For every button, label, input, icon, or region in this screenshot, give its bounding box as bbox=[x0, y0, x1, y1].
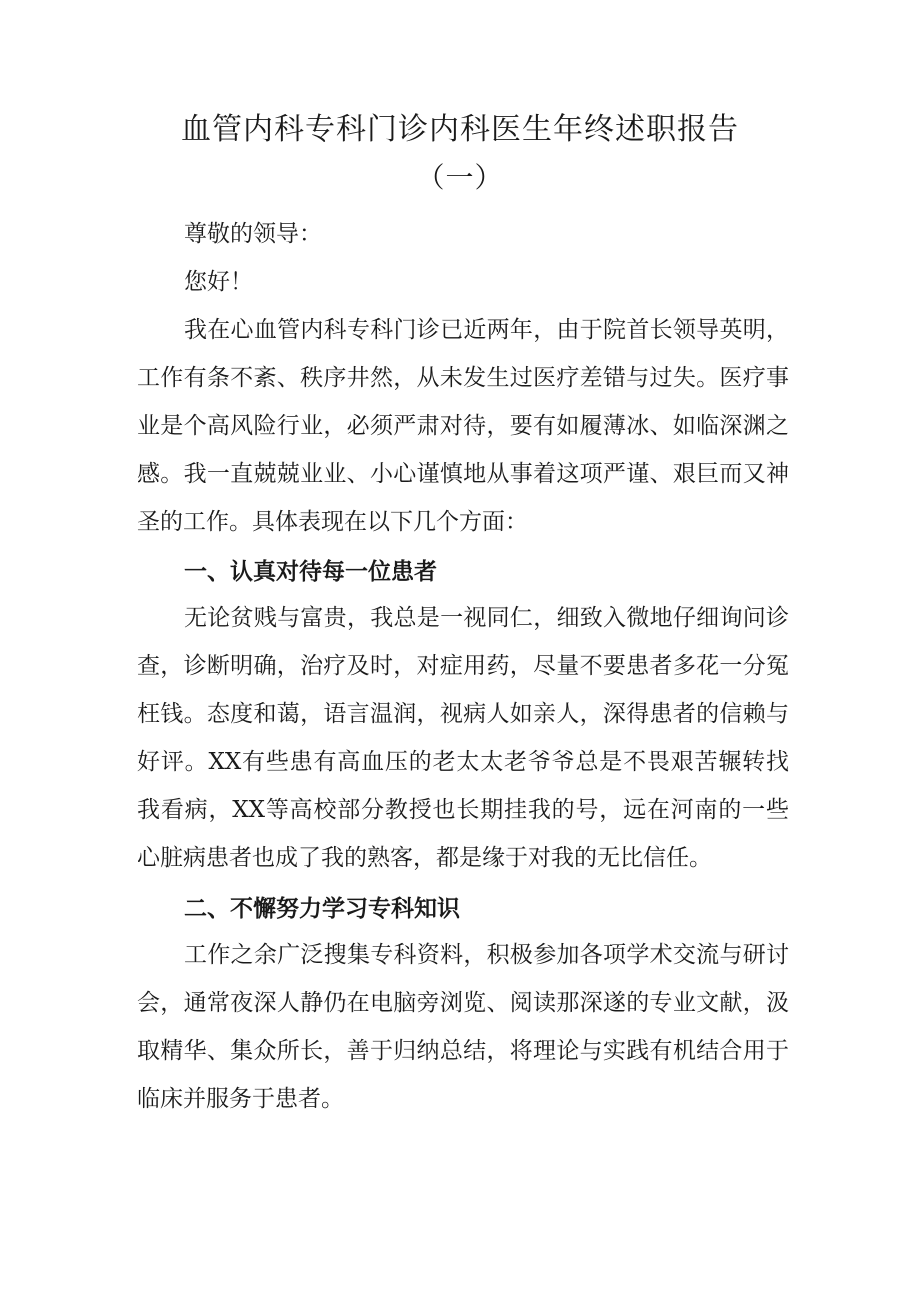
section-2-paragraph: 工作之余广泛搜集专科资料，积极参加各项学术交流与研讨会，通常夜深人静仍在电脑旁浏览、阅读那深遂的专业文献，汲取精华、集众所长，善于归纳总结，将理论与实践有机结合用于临床并服务于患者。 bbox=[137, 942, 789, 1112]
document-title: 血管内科专科门诊内科医生年终述职报告 bbox=[181, 112, 739, 147]
greeting: 您好！ bbox=[184, 269, 253, 295]
section-1-heading: 一、认真对待每一位患者 bbox=[184, 558, 437, 585]
document-subtitle: （一） bbox=[416, 161, 504, 194]
intro-paragraph: 我在心血管内科专科门诊已近两年，由于院首长领导英明，工作有条不紊、秩序井然，从未发生过医疗差错与过失。医疗事业是个高风险行业，必须严肃对待，要有如履薄冰、如临深渊之感。我一直兢兢业业、小心谨慎地从事着这项严谨、艰巨而又神圣的工作。具体表现在以下几个方面： bbox=[137, 317, 789, 535]
salutation: 尊敬的领导： bbox=[184, 221, 322, 247]
section-2-heading: 二、不懈努力学习专科知识 bbox=[184, 895, 460, 922]
section-1-paragraph: 无论贫贱与富贵，我总是一视同仁，细致入微地仔细询问诊查，诊断明确，治疗及时，对症用药，尽量不要患者多花一分冤枉钱。态度和蔼，语言温润，视病人如亲人，深得患者的信赖与好评。XX有些患有高血压的老太太老爷爷总是不畏艰苦辗转找我看病，XX等高校部分教授也长期挂我的号，远在河南的一些心脏病患者也成了我的熟客，都是缘于对我的无比信任。 bbox=[137, 605, 789, 871]
